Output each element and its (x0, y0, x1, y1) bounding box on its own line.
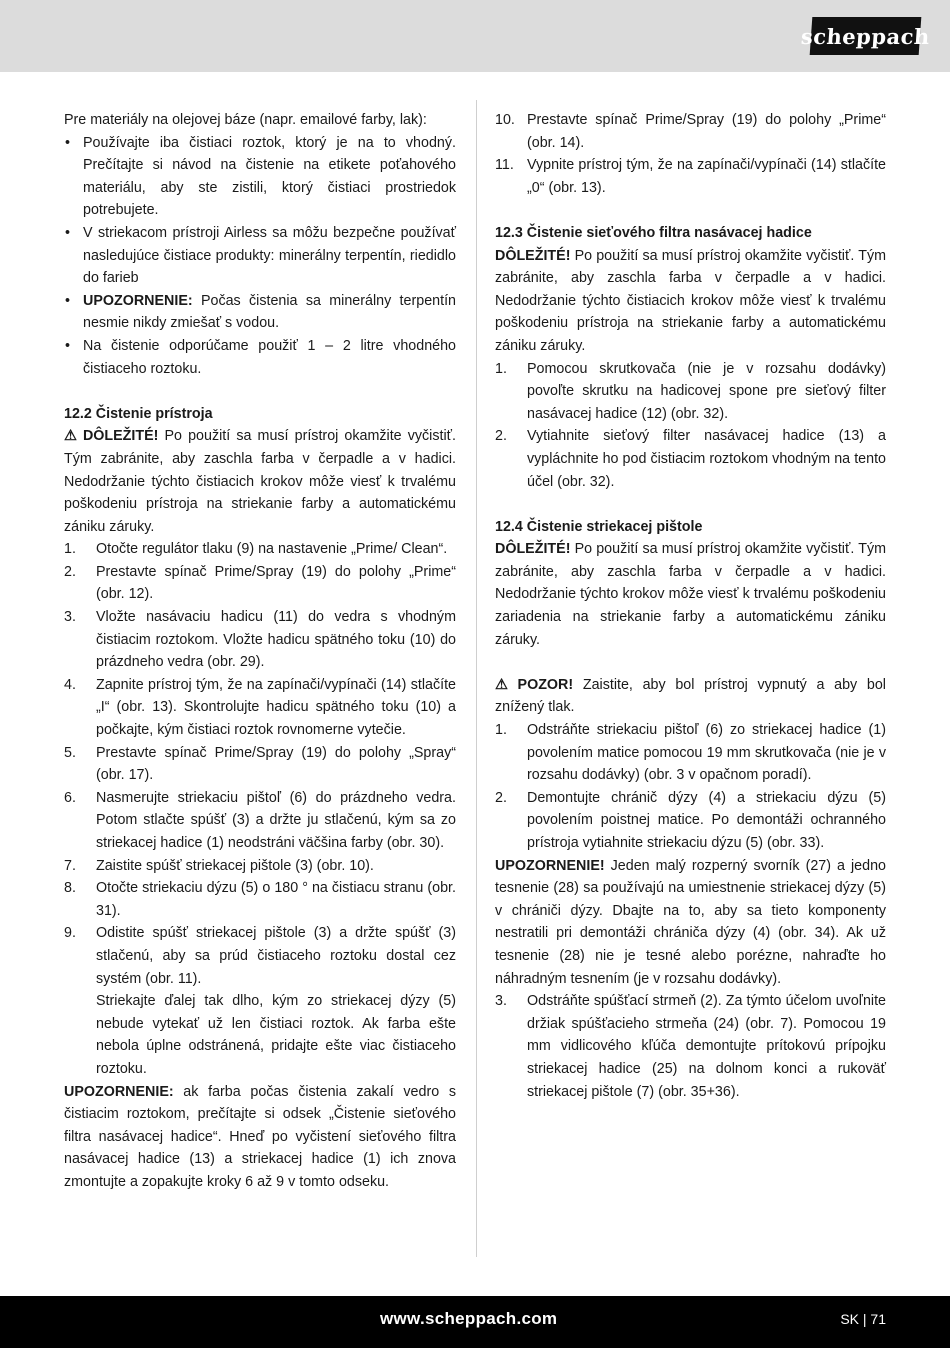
list-item: 9. Odistite spúšť striekacej pištole (3) a držte spúšť (3) stlačenú, aby sa prúd čistiaceho roztoku dostal cez systém (obr. 11). Striekajte ďalej tak dlho, kým zo striekacej dýzy (5) nebude vytekať už len čistiaci roztok. Ak farba ešte nebola úplne odstránená, pridajte ešte viac čistiaceho roztoku. (64, 925, 456, 1077)
warning-label: UPOZORNENIE: (83, 292, 193, 309)
list-item: 1. Odstráňte striekaciu pištoľ (6) zo striekacej hadice (1) povolením matice pomocou 19 mm skrutkovača (nie je v rozsahu dodávky) (obr. 3 v opačnom poradí). (495, 722, 886, 784)
list-item: 6. Nasmerujte striekaciu pištoľ (6) do prázdneho vedra. Potom stlačte spúšť (3) a držte ju stlačenú, kým sa zo striekacej hadice (1) neodstráni väčšina farby (obr. 30). (64, 789, 456, 851)
important-paragraph: DÔLEŽITÉ! Po použití sa musí prístroj okamžite vyčistiť. Tým zabránite, aby zaschla farba v čerpadle a v hadici. Nedodržanie týchto čistiacich krokov môže viesť k trvalému poškodeniu prístroja na striekanie farby a automatickému zániku záruky. (495, 247, 886, 354)
steps-list (495, 990, 886, 1103)
note-paragraph: UPOZORNENIE: ak farba počas čistenia zakalí vedro s čistiacim roztokom, prečítajte si odsek „Čistenie sieťového filtra nasávacej hadice“. Hneď po vyčistení sieťového filtra nasávacej hadice (13) a striekacej hadice (1) ich znova zmontujte a zopakujte kroky 6 až 9 v tomto odseku. (64, 1083, 456, 1190)
steps-list (495, 109, 886, 199)
column-divider (476, 100, 477, 1257)
left-column (64, 109, 456, 1194)
list-item: 11. Vypnite prístroj tým, že na zapínači/vypínači (14) stlačíte „0“ (obr. 13). (495, 157, 886, 196)
bullet-icon: • (65, 134, 71, 151)
steps-list (495, 358, 886, 494)
important-paragraph: DÔLEŽITÉ! Po použití sa musí prístroj okamžite vyčistiť. Tým zabránite, aby zaschla farba v čerpadle a v hadici. Nedodržanie týchto krokov môže viesť k trvalému poškodeniu zariadenia na striekanie farby a automatickému zániku záruky. (495, 541, 886, 648)
right-column (495, 109, 886, 1103)
list-item: • Používajte iba čistiaci roztok, ktorý je na to vhodný. Prečítajte si návod na čistenie na etikete poťahového materiálu, aby ste zistili, ktorý čistiaci prostriedok potrebujete. (64, 132, 456, 222)
list-item: 2. Demontujte chránič dýzy (4) a striekaciu dýzu (5) povolením poistnej matice. Po demontáži ochranného prístroja vytiahnite striekaciu dýzu (5) (obr. 33). (495, 789, 886, 851)
footer-bar (0, 1296, 950, 1348)
steps-list (64, 538, 456, 1080)
steps-list (495, 719, 886, 855)
bullet-list (64, 132, 456, 381)
list-item: 2. Vytiahnite sieťový filter nasávacej hadice (13) a vypláchnite ho pod čistiacim roztokom vhodným na tento účel (obr. 32). (495, 428, 886, 490)
bullet-icon: • (65, 224, 71, 241)
warning-triangle-icon: ⚠ (64, 428, 79, 445)
bullet-icon: • (65, 292, 71, 309)
list-item: 2. Prestavte spínač Prime/Spray (19) do polohy „Prime“ (obr. 12). (64, 563, 456, 603)
list-item: • V striekacom prístroji Airless sa môžu bezpečne používať nasledujúce čistiace produkty: minerálny terpentín, riedidlo do farieb (64, 222, 456, 290)
bullet-icon: • (65, 337, 71, 354)
list-item: 8. Otočte striekaciu dýzu (5) o 180 ° na čistiacu stranu (obr. 31). (64, 880, 456, 919)
note-paragraph: UPOZORNENIE! Jeden malý rozperný svorník (27) a jedno tesnenie (28) sa používajú na umiestnenie striekacej dýzy (5) v chrániči dýzy. Dbajte na to, aby sa tieto komponenty nestratili pri demontáži chrániča dýzy (4) (obr. 34). Ak už tesnenie (28) nie je tesné alebo porézne, nahraďte ho náhradným tesnením (je v rozsahu dodávky). (495, 857, 886, 987)
section-heading: 12.4 Čistenie striekacej pištole (495, 518, 703, 535)
list-item: • UPOZORNENIE: Počas čistenia sa minerálny terpentín nesmie nikdy zmiešať s vodou. (64, 290, 456, 335)
list-item: 5. Prestavte spínač Prime/Spray (19) do polohy „Spray“ (obr. 17). (64, 744, 456, 784)
section-heading: 12.2 Čistenie prístroja (64, 405, 213, 422)
list-item: 7. Zaistite spúšť striekacej pištole (3) (obr. 10). (64, 857, 374, 874)
list-item: 3. Odstráňte spúšťací strmeň (2). Za týmto účelom uvoľnite držiak spúšťacieho strmeňa (24) (obr. 7). Pomocou 19 mm vidlicového kľúča demontujte prítokovú prípojku striekacej hadice (25) na dolnom konci a rukoväť striekacej pištole (7) (obr. 35+36). (495, 993, 886, 1100)
list-item: 4. Zapnite prístroj tým, že na zapínači/vypínači (14) stlačíte „I“ (obr. 13). Skontrolujte hadicu spätného toku (10) a počkajte, kým čistiaci roztok rovnomerne vytečie. (64, 676, 456, 739)
list-item: 10. Prestavte spínač Prime/Spray (19) do polohy „Prime“ (obr. 14). (495, 112, 886, 151)
important-paragraph: ⚠ DÔLEŽITÉ! Po použití sa musí prístroj okamžite vyčistiť. Tým zabránite, aby zaschla farba v čerpadle a v hadici. Nedodržanie týchto čistiacich krokov môže viesť k trvalému poškodeniu prístroja na striekanie farby a automatickému zániku záruky. (64, 428, 456, 535)
list-item: • Na čistenie odporúčame použiť 1 – 2 litre vhodného čistiaceho roztoku. (64, 335, 456, 380)
website-link[interactable]: www.scheppach.com (380, 1309, 558, 1328)
list-item: 1. Otočte regulátor tlaku (9) na nastavenie „Prime/ Clean“. (64, 541, 448, 558)
list-item: 1. Pomocou skrutkovača (nie je v rozsahu dodávky) povoľte skrutku na hadicovej spone pre sieťový filter nasávacej hadice (12) (obr. 32). (495, 360, 886, 422)
warning-triangle-icon: ⚠ (495, 676, 514, 693)
section-heading: 12.3 Čistenie sieťového filtra nasávacej hadice (495, 224, 812, 241)
list-item: 3. Vložte nasávaciu hadicu (11) do vedra s vhodným čistiacim roztokom. Vložte hadicu spätného toku (10) do prázdneho vedra (obr. 29). (64, 609, 456, 671)
intro-text: Pre materiály na olejovej báze (napr. emailové farby, lak): (64, 112, 427, 128)
header-bar (0, 0, 950, 72)
page-number: SK | 71 (840, 1311, 886, 1327)
brand-logo: scheppach (810, 17, 922, 55)
caution-paragraph: ⚠ POZOR! Zaistite, aby bol prístroj vypnutý a aby bol znížený tlak. (495, 676, 886, 716)
